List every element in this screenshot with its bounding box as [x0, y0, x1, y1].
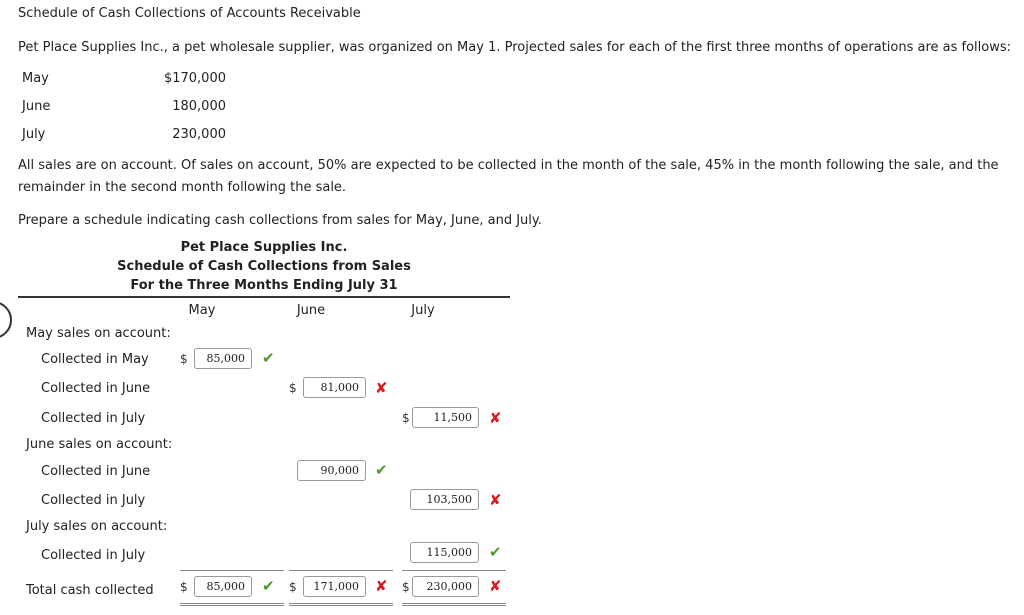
double-rule-june: [289, 603, 393, 606]
instruction-text: Prepare a schedule indicating cash collections from sales for May, June, and July.: [18, 213, 542, 228]
sales-amount-may: $170,000: [163, 71, 226, 86]
correct-check-icon: ✔: [375, 461, 388, 479]
subtotal-rule-july: [402, 570, 506, 571]
incorrect-x-icon: ✘: [489, 491, 502, 509]
currency-sign: $: [289, 381, 297, 395]
double-rule-may: [180, 603, 284, 606]
sales-month-july: July: [22, 127, 46, 142]
subtotal-rule-may: [180, 570, 284, 571]
input-total-july[interactable]: 230,000: [412, 576, 479, 597]
currency-sign: $: [402, 411, 410, 425]
section-july-sales: July sales on account:: [26, 519, 168, 534]
currency-sign: $: [289, 580, 297, 594]
input-may-collected-may[interactable]: 85,000: [194, 348, 252, 369]
problem-intro: Pet Place Supplies Inc., a pet wholesale supplier, was organized on May 1. Projected sales for each of the first three months of operations are as follows:: [18, 40, 1011, 55]
incorrect-x-icon: ✘: [375, 379, 388, 397]
row-label-may-collected-may: Collected in May: [41, 352, 149, 367]
incorrect-x-icon: ✘: [375, 577, 388, 595]
currency-sign: $: [180, 352, 188, 366]
sales-month-june: June: [22, 99, 51, 114]
input-may-collected-june[interactable]: 81,000: [303, 377, 366, 398]
row-label-total: Total cash collected: [26, 583, 154, 598]
edge-circle-decoration: [0, 301, 12, 339]
input-june-collected-june[interactable]: 90,000: [297, 460, 366, 481]
schedule-title: Schedule of Cash Collections from Sales: [117, 259, 411, 274]
row-label-may-collected-july: Collected in July: [41, 411, 146, 426]
input-june-collected-july[interactable]: 103,500: [410, 489, 479, 510]
row-label-july-collected-july: Collected in July: [41, 548, 146, 563]
currency-sign: $: [180, 580, 188, 594]
currency-sign: $: [402, 580, 410, 594]
collection-policy-text: All sales are on account. Of sales on account, 50% are expected to be collected in the month of the sale, 45% in the month following the sale, and the remainder in the second month following the sale.: [18, 158, 999, 195]
problem-title: Schedule of Cash Collections of Accounts Receivable: [18, 6, 361, 21]
column-june: June: [296, 303, 326, 318]
correct-check-icon: ✔: [262, 577, 275, 595]
row-label-june-collected-june: Collected in June: [41, 464, 151, 479]
sales-month-may: May: [22, 71, 49, 86]
row-label-june-collected-july: Collected in July: [41, 493, 146, 508]
schedule-period: For the Three Months Ending July 31: [130, 278, 398, 293]
double-rule-july: [402, 603, 506, 606]
header-rule: [18, 296, 510, 298]
incorrect-x-icon: ✘: [489, 409, 502, 427]
correct-check-icon: ✔: [262, 349, 275, 367]
section-june-sales: June sales on account:: [26, 437, 173, 452]
subtotal-rule-june: [289, 570, 393, 571]
input-july-collected-july[interactable]: 115,000: [410, 542, 479, 563]
input-may-collected-july[interactable]: 11,500: [412, 407, 479, 428]
input-total-june[interactable]: 171,000: [303, 576, 366, 597]
correct-check-icon: ✔: [489, 543, 502, 561]
column-may: May: [188, 303, 216, 318]
schedule-company: Pet Place Supplies Inc.: [180, 240, 348, 255]
sales-amount-june: 180,000: [172, 99, 226, 114]
section-may-sales: May sales on account:: [26, 326, 171, 341]
incorrect-x-icon: ✘: [489, 577, 502, 595]
row-label-may-collected-june: Collected in June: [41, 381, 151, 396]
column-july: July: [411, 303, 435, 318]
sales-amount-july: 230,000: [172, 127, 226, 142]
input-total-may[interactable]: 85,000: [194, 576, 252, 597]
